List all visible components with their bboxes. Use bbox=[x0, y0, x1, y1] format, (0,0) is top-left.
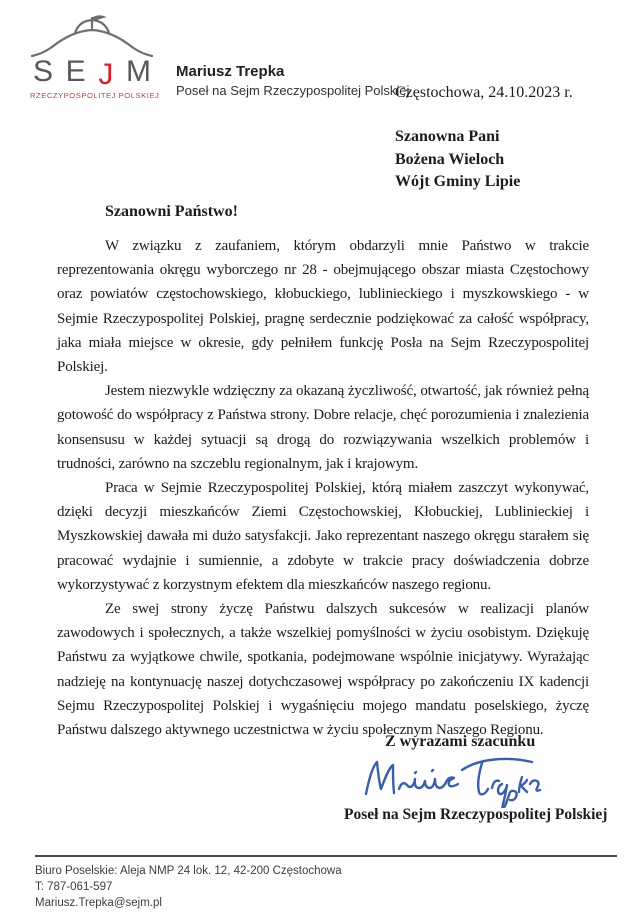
paragraph: Jestem niezwykle wdzięczny za okazaną życzliwość, otwartość, jak również pełną gotowość do współpracy z Państwa strony. Dobre relacje, chęć porozumienia i znalezienia konsensusu w każdej sytuacji są drogą do rozwiązywania wszelkich problemów i trudności, zarówno na szczeblu regionalnym, jak i krajowym. bbox=[57, 383, 589, 472]
signature-handwriting bbox=[358, 753, 542, 808]
paragraph: W związku z zaufaniem, którym obdarzyli mnie Państwo w trakcie reprezentowania okręgu wyborczego nr 28 - obejmującego obszar miasta Częstochowy oraz powiatów częstochowskiego, kłobuckiego, lublinieckiego i myszkowskiego - w Sejmie Rzeczypospolitej Polskiej, pragnę serdecznie podziękować za całość współpracy, jaka miała miejsce w okresie, gdy pełniłem funkcję Posła na Sejm Rzeczypospolitej Polskiej. bbox=[57, 238, 589, 376]
logo-subtitle: RZECZYPOSPOLITEJ POLSKIEJ bbox=[30, 91, 160, 100]
letter-body bbox=[57, 234, 589, 742]
recipient-line: Szanowna Pani bbox=[395, 128, 500, 145]
footer-office-address: Biuro Poselskie: Aleja NMP 24 lok. 12, 42-200 Częstochowa bbox=[35, 865, 342, 877]
logo-letter-m: M bbox=[126, 55, 151, 88]
recipient-block bbox=[395, 126, 520, 194]
paragraph: Ze swej strony życzę Państwu dalszych sukcesów w realizacji planów zawodowych i społecznych, a także wszelkiej pomyślności w życiu osobistym. Dziękuję Państwu za wyjątkowe chwile, spotkania, podejmowane wspólnie inicjatywy. Wyrażając nadzieję na kontynuację naszej dotychczasowej współpracy po zakończeniu IX kadencji Sejmu Rzeczypospolitej Polskiej i wygaśnięciu mojego mandatu poselskiego, życzę Państwu dalszego aktywnego uczestnictwa w życiu społecznym Naszego Regionu. bbox=[57, 601, 589, 739]
footer-email: Mariusz.Trepka@sejm.pl bbox=[35, 897, 162, 909]
dateline: Częstochowa, 24.10.2023 r. bbox=[395, 84, 573, 101]
salutation: Szanowni Państwo! bbox=[105, 203, 238, 220]
footer-phone: T: 787-061-597 bbox=[35, 881, 113, 893]
sender-name: Mariusz Trepka bbox=[176, 63, 285, 80]
logo-letter-s: S bbox=[33, 55, 54, 88]
logo-letter-j: J bbox=[98, 58, 114, 91]
signer-title: Poseł na Sejm Rzeczypospolitej Polskiej bbox=[344, 806, 608, 823]
paragraph: Praca w Sejmie Rzeczypospolitej Polskiej, którą miałem zaszczyt wykonywać, dzięki decyzji mieszkańców Ziemi Częstochowskiej, Kłobuckiej, Lublinieckiej i Myszkowskiej dawała mi dużo satysfakcji. Jako reprezentant naszego okręgu starałem się pracować wydajnie i sumiennie, a zdobyte w trakcie pracy doświadczenia dobrze wykorzystywać z korzystnym efektem dla mieszkańców naszego regionu. bbox=[57, 480, 589, 593]
letter-content bbox=[57, 203, 589, 742]
recipient-line: Wójt Gminy Lipie bbox=[395, 173, 521, 190]
sender-block bbox=[176, 63, 409, 98]
sejm-logo bbox=[30, 13, 160, 100]
dome-icon bbox=[30, 13, 154, 59]
logo-acronym bbox=[33, 55, 151, 91]
logo-letter-e: E bbox=[65, 55, 86, 88]
footer bbox=[35, 855, 617, 911]
valediction: Z wyrazami szacunku bbox=[385, 733, 536, 750]
sender-title: Poseł na Sejm Rzeczypospolitej Polskiej bbox=[176, 83, 410, 98]
recipient-line: Bożena Wieloch bbox=[395, 150, 505, 168]
